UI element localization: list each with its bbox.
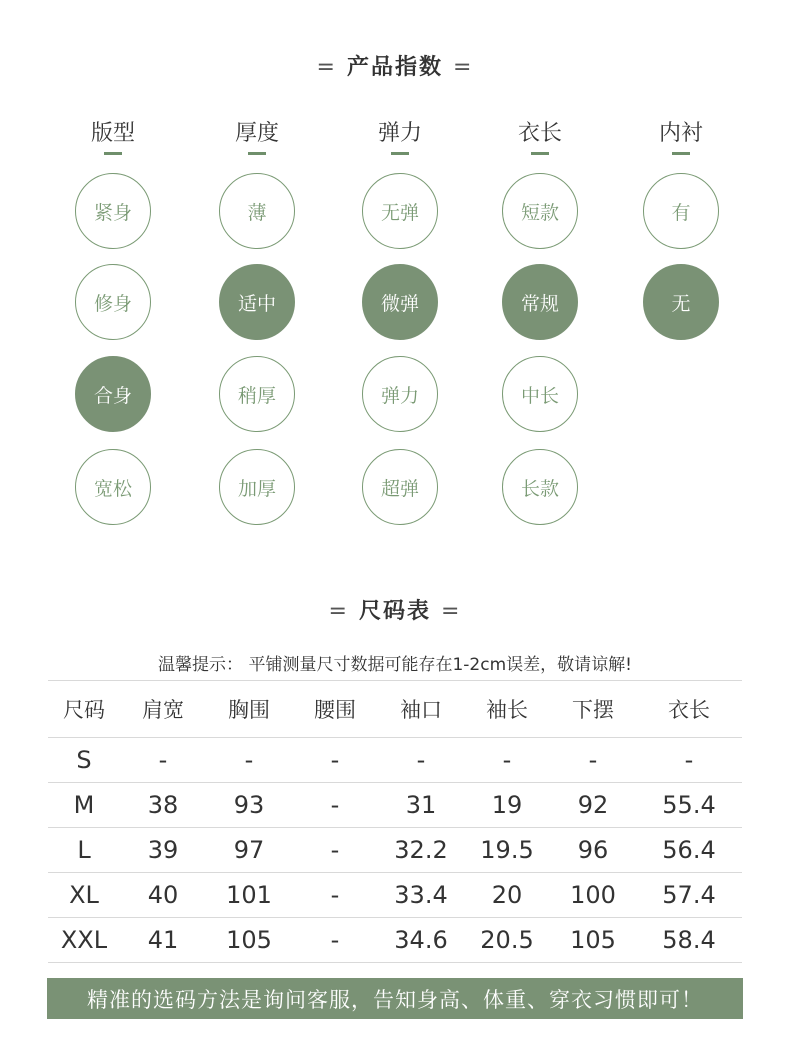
size-value-cell: - <box>292 918 378 963</box>
index-option-selected <box>502 264 578 340</box>
size-label-cell: XL <box>48 873 120 918</box>
size-value-cell: 93 <box>206 783 292 828</box>
size-table <box>48 680 742 963</box>
size-table-column-header: 袖长 <box>464 681 550 738</box>
table-row <box>48 783 742 828</box>
size-value-cell: 41 <box>120 918 206 963</box>
size-value-cell: 92 <box>550 783 636 828</box>
size-value-cell: - <box>292 783 378 828</box>
size-value-cell: 101 <box>206 873 292 918</box>
index-option <box>219 449 295 525</box>
size-value-cell: 105 <box>550 918 636 963</box>
index-option-label: 薄 <box>247 201 267 224</box>
size-label-cell: XXL <box>48 918 120 963</box>
index-option-label: 合身 <box>93 384 132 407</box>
index-option <box>75 264 151 340</box>
index-option-label: 微弹 <box>380 292 419 315</box>
index-option-label: 短款 <box>520 201 559 224</box>
title-decor-left: = <box>316 55 337 80</box>
table-row <box>48 828 742 873</box>
size-value-cell: - <box>206 738 292 783</box>
index-option-selected <box>219 264 295 340</box>
size-value-cell: 39 <box>120 828 206 873</box>
size-value-cell: 100 <box>550 873 636 918</box>
size-table-header <box>48 681 742 738</box>
size-value-cell: - <box>464 738 550 783</box>
index-header: 内衬 <box>658 121 703 146</box>
product-index-title-text: 产品指数 <box>346 55 443 80</box>
index-option <box>219 173 295 249</box>
table-row <box>48 738 742 783</box>
size-table-column-header: 胸围 <box>206 681 292 738</box>
index-option-selected <box>362 264 438 340</box>
size-value-cell: - <box>292 873 378 918</box>
size-value-cell: 34.6 <box>378 918 464 963</box>
index-option-label: 中长 <box>520 384 559 407</box>
size-value-cell: 19 <box>464 783 550 828</box>
index-option-label: 无 <box>671 292 691 315</box>
table-row <box>48 873 742 918</box>
index-option <box>75 449 151 525</box>
index-option <box>362 449 438 525</box>
title-decor-right: = <box>441 599 462 624</box>
size-value-cell: 58.4 <box>636 918 742 963</box>
index-option-label: 长款 <box>520 477 559 500</box>
size-table-column-header: 下摆 <box>550 681 636 738</box>
index-option <box>362 356 438 432</box>
size-label-cell: M <box>48 783 120 828</box>
index-option-label: 超弹 <box>380 477 419 500</box>
index-option-label: 弹力 <box>380 384 419 407</box>
product-index-title <box>0 50 790 81</box>
index-option <box>643 173 719 249</box>
index-option <box>362 173 438 249</box>
index-header: 弹力 <box>377 121 422 146</box>
measurement-tip: 温馨提示： 平铺测量尺寸数据可能存在1-2cm误差，敬请谅解! <box>158 655 632 675</box>
index-header: 版型 <box>90 121 135 146</box>
size-chart-title-text: 尺码表 <box>358 599 431 624</box>
index-option-label: 加厚 <box>237 477 276 500</box>
index-header: 衣长 <box>517 121 562 146</box>
index-header: 厚度 <box>234 121 279 146</box>
index-option-selected <box>643 264 719 340</box>
index-option-selected <box>75 356 151 432</box>
size-table-column-header: 肩宽 <box>120 681 206 738</box>
index-header-underline <box>104 152 122 155</box>
index-header-underline <box>248 152 266 155</box>
index-option-label: 无弹 <box>380 201 419 224</box>
size-value-cell: 97 <box>206 828 292 873</box>
size-label-cell: L <box>48 828 120 873</box>
size-table-column-header: 袖口 <box>378 681 464 738</box>
title-decor-right: = <box>453 55 474 80</box>
size-value-cell: - <box>292 828 378 873</box>
index-header-underline <box>531 152 549 155</box>
index-option-label: 适中 <box>237 292 276 315</box>
size-table-column-header: 尺码 <box>48 681 120 738</box>
index-option-label: 稍厚 <box>237 384 276 407</box>
size-value-cell: 57.4 <box>636 873 742 918</box>
size-value-cell: 40 <box>120 873 206 918</box>
index-header-underline <box>391 152 409 155</box>
size-table-body <box>48 738 742 963</box>
size-value-cell: - <box>636 738 742 783</box>
size-value-cell: 20.5 <box>464 918 550 963</box>
size-value-cell: 55.4 <box>636 783 742 828</box>
size-table-column-header: 腰围 <box>292 681 378 738</box>
index-option-label: 有 <box>671 201 691 224</box>
size-label-cell: S <box>48 738 120 783</box>
size-value-cell: 19.5 <box>464 828 550 873</box>
size-value-cell: 38 <box>120 783 206 828</box>
index-option <box>219 356 295 432</box>
size-chart-title <box>0 594 790 625</box>
size-value-cell: 32.2 <box>378 828 464 873</box>
table-row <box>48 918 742 963</box>
index-option <box>502 173 578 249</box>
size-value-cell: - <box>378 738 464 783</box>
index-option-label: 修身 <box>93 292 132 315</box>
index-option-label: 紧身 <box>93 201 132 224</box>
index-option <box>502 449 578 525</box>
size-value-cell: 96 <box>550 828 636 873</box>
size-value-cell: 20 <box>464 873 550 918</box>
size-value-cell: 105 <box>206 918 292 963</box>
index-option-label: 常规 <box>520 292 559 315</box>
size-value-cell: 56.4 <box>636 828 742 873</box>
index-option-label: 宽松 <box>93 477 132 500</box>
size-value-cell: 31 <box>378 783 464 828</box>
size-value-cell: - <box>550 738 636 783</box>
index-option <box>502 356 578 432</box>
size-advice-banner: 精准的选码方法是询问客服，告知身高、体重、穿衣习惯即可！ <box>47 978 743 1019</box>
size-value-cell: 33.4 <box>378 873 464 918</box>
size-table-column-header: 衣长 <box>636 681 742 738</box>
size-value-cell: - <box>292 738 378 783</box>
size-value-cell: - <box>120 738 206 783</box>
title-decor-left: = <box>328 599 349 624</box>
index-header-underline <box>672 152 690 155</box>
index-option <box>75 173 151 249</box>
